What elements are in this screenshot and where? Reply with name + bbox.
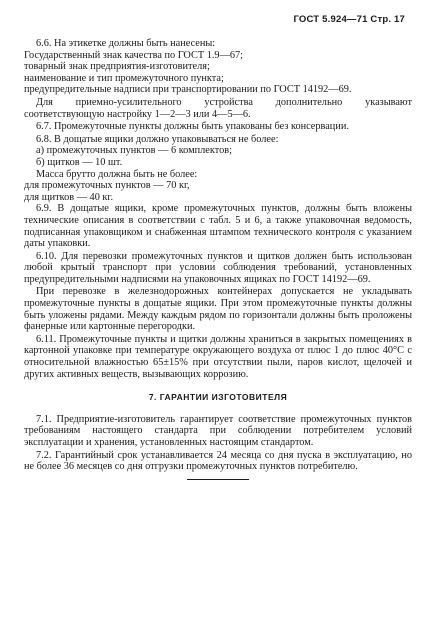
clause-6-8-line: для промежуточных пунктов — 70 кг, <box>24 180 190 192</box>
clause-7-2: 7.2. Гарантийный срок устанавливается 24 месяца со дня пуска в эксплуатацию, но не более 36 месяцев со дня отгрузки промежуточных пунктов потребителю. <box>24 449 412 473</box>
clause-6-6-line: 6.6. На этикетке должны быть нанесены: <box>36 38 216 49</box>
clause-6-8-line: б) щитков — 10 шт. <box>36 156 123 168</box>
clause-7-1: 7.1. Предприятие-изготовитель гарантирует соответствие промежуточных пунктов требованиям настоящего стандарта при соблюдении потребителем условий эксплуатации и хранения, установленных настоящим стандартом. <box>24 413 412 448</box>
page-header: ГОСТ 5.924—71 Стр. 17 <box>293 14 405 25</box>
document-body <box>24 38 412 480</box>
tuning-note: Для приемно-усилительного устройства дополнительно указывают соответствующую настройку 1—2—3 или 4—5—6. <box>24 96 412 120</box>
clause-6-6-line: Государственный знак качества по ГОСТ 1.9—67; <box>24 49 244 61</box>
clause-6-11: 6.11. Промежуточные пункты и щитки должны храниться в закрытых помещениях в картонной упаковке при температуре окружающего воздуха от плюс 1 до плюс 40°С с относительной влажностью 65±15% при отсутствии пыли, паров кислот, щелочей и других активных веществ, вызывающих коррозию. <box>24 333 412 380</box>
containers-note: При перевозке в железнодорожных контейнерах допускается не укладывать промежуточные пункты в дощатые ящики. При этом промежуточные пункты должны быть уложены рядами. Между каждым рядом по горизонтали должны быть проложены фанерные или картонные перегородки. <box>24 286 412 333</box>
end-rule <box>187 479 249 480</box>
clause-6-6-line: товарный знак предприятия-изготовителя; <box>24 61 210 73</box>
clause-6-8-line: Масса брутто должна быть не более: <box>36 168 198 180</box>
clause-6-10: 6.10. Для перевозки промежуточных пунктов и щитков должен быть использован любой крытый транспорт при условии соблюдения требований, установленных предупредительными надписями на упаковочных ящиках по ГОСТ 14192—69. <box>24 250 412 285</box>
clause-6-6-line: наименование и тип промежуточного пункта; <box>24 72 224 84</box>
clause-6-7: 6.7. Промежуточные пункты должны быть упакованы без консервации. <box>36 121 349 133</box>
section-title: 7. ГАРАНТИИ ИЗГОТОВИТЕЛЯ <box>148 392 288 403</box>
clause-6-8-line: а) промежуточных пунктов — 6 комплектов; <box>36 145 232 157</box>
clause-6-8-line: 6.8. В дощатые ящики должно упаковываться не более: <box>36 133 279 145</box>
clause-6-9: 6.9. В дощатые ящики, кроме промежуточных пунктов, должны быть вложены технические описания в соответствии с табл. 5 и 6, а также упаковочная ведомость, подписанная упаковщиком и снабженная штампом технического контроля с указанием даты упаковки. <box>24 203 412 250</box>
clause-6-6-warnings: предупредительные надписи при транспортировании по ГОСТ 14192—69. <box>24 84 352 96</box>
clause-6-8-line: для щитков — 40 кг. <box>24 191 114 203</box>
